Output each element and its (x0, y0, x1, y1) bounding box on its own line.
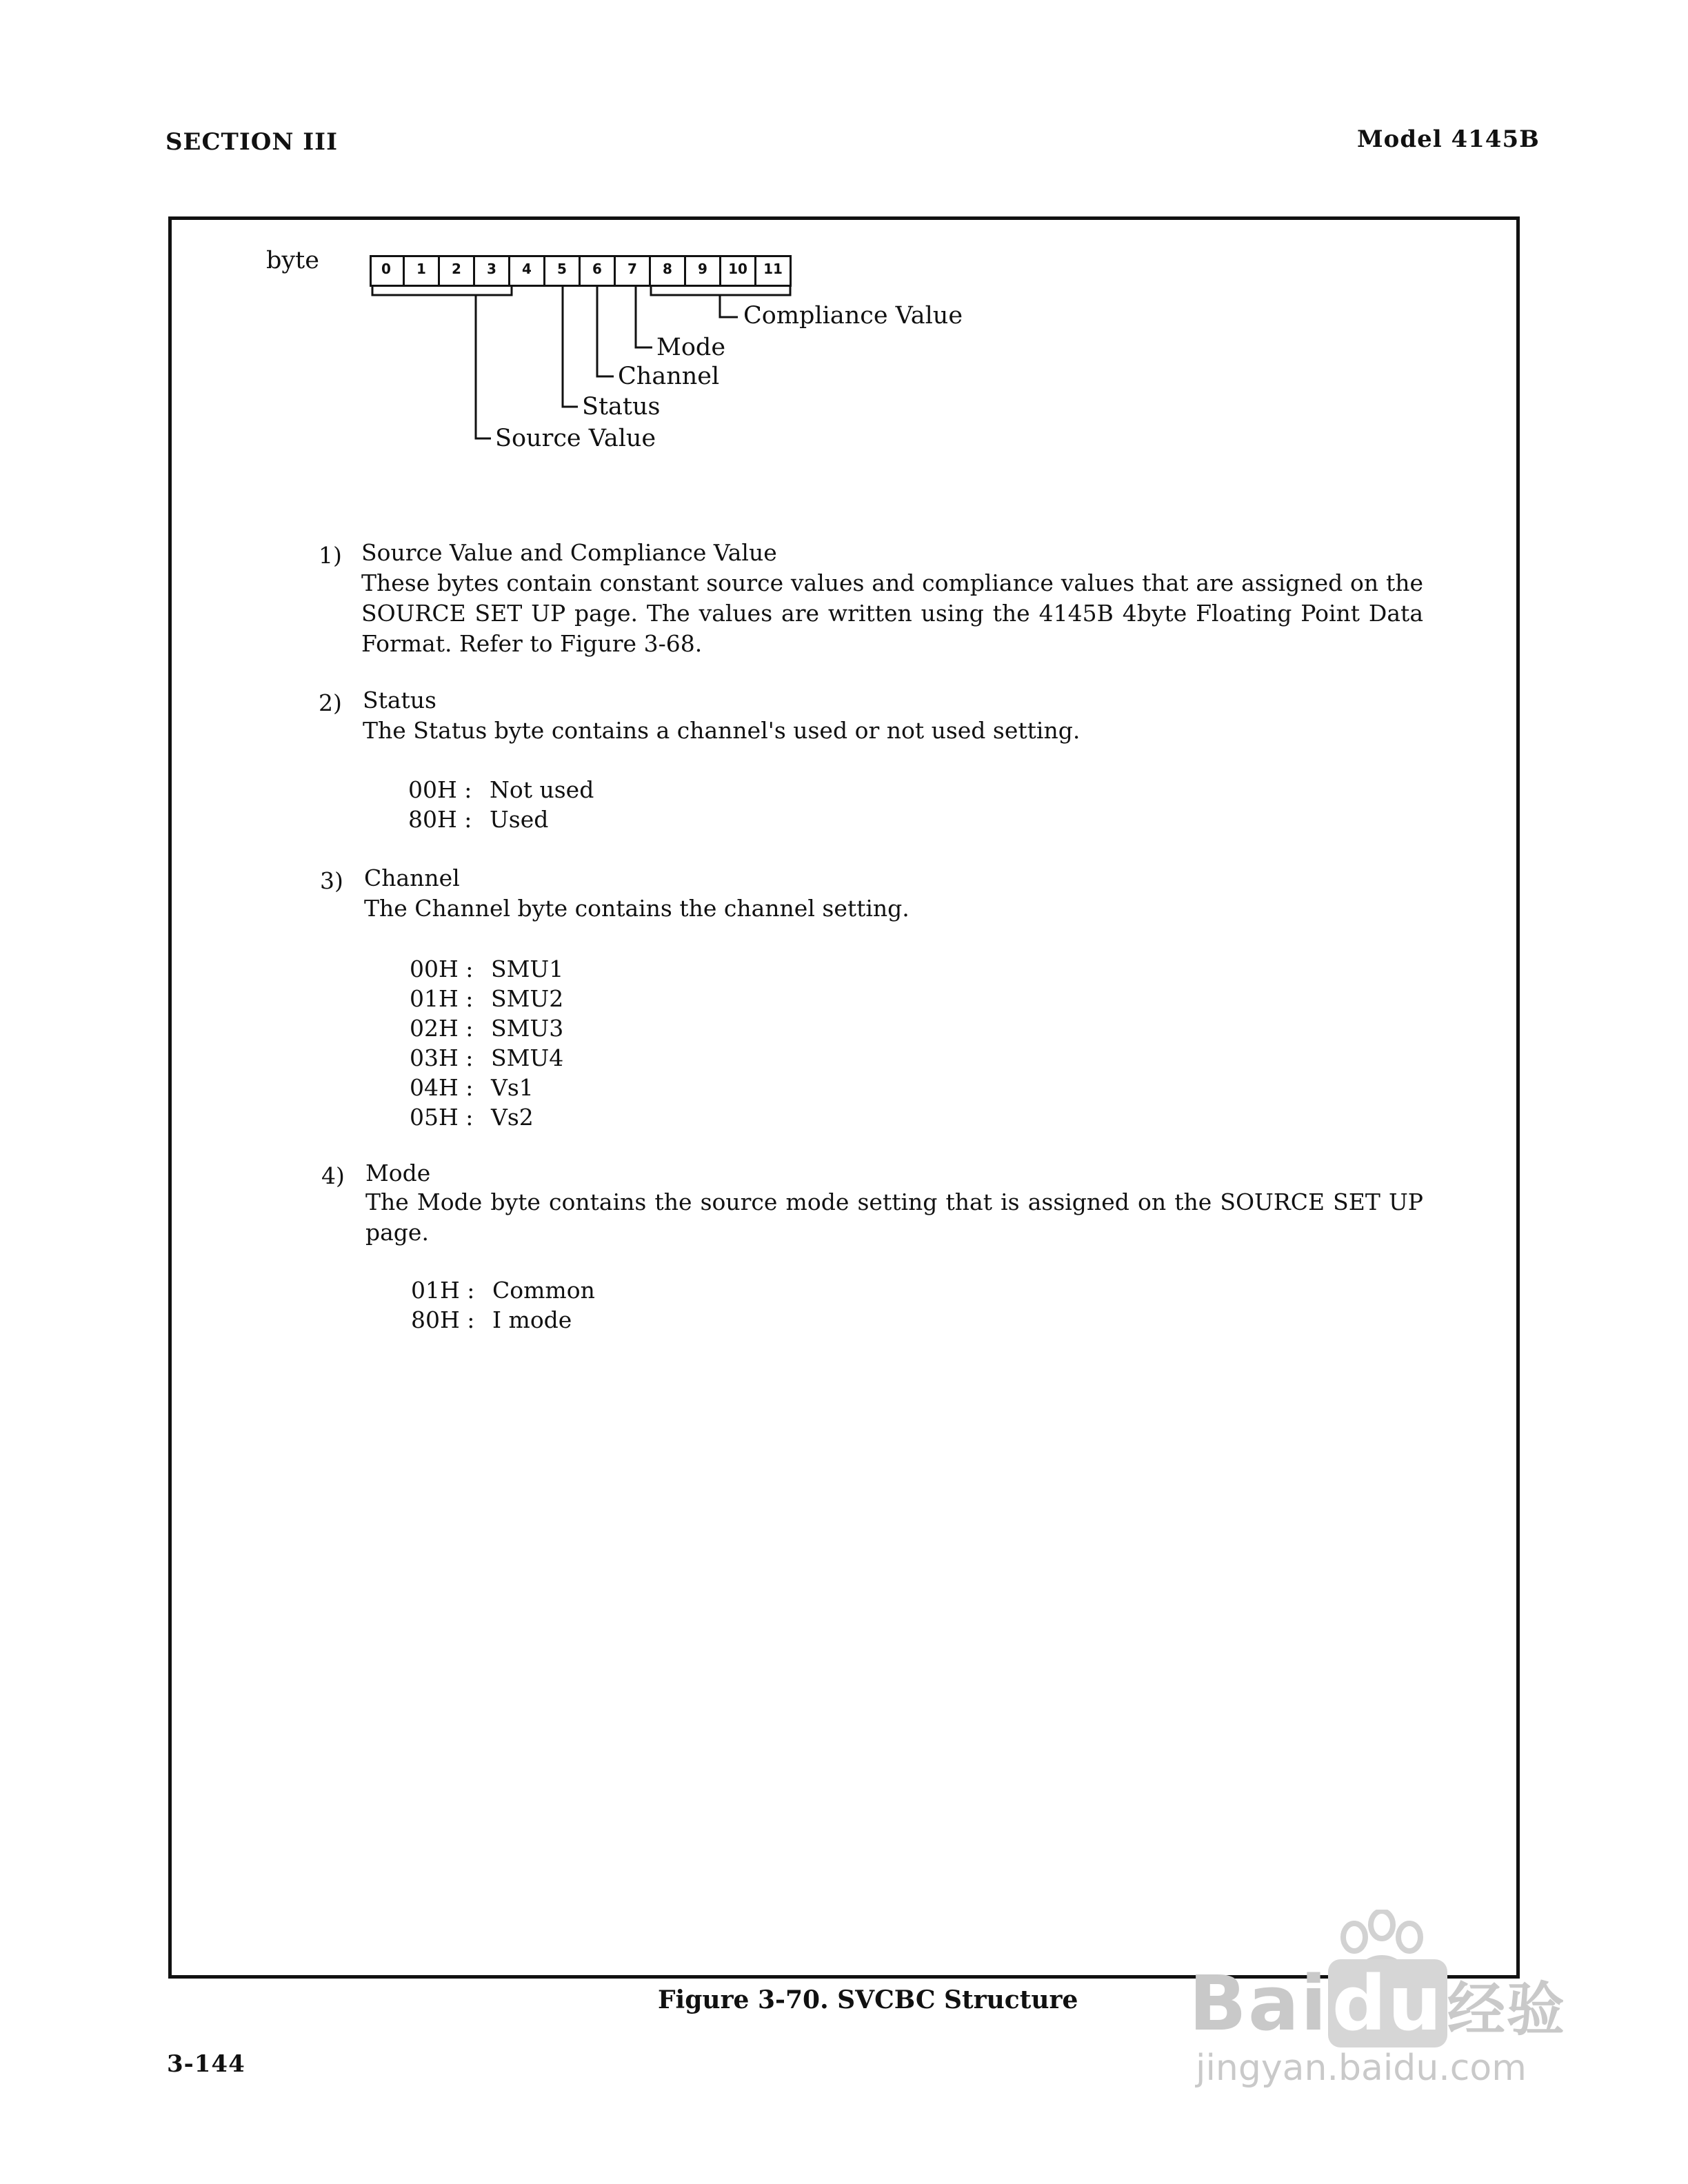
item-title-channel: Channel (364, 865, 460, 891)
byte-cell-3: 3 (475, 255, 510, 287)
code-row: 02H : SMU3 (410, 1015, 564, 1042)
figure-caption: Figure 3-70. SVCBC Structure (658, 1985, 1078, 2014)
compliance-value-label: Compliance Value (743, 302, 963, 330)
item-number-3: 3) (320, 867, 343, 894)
code-row: 05H : Vs2 (410, 1104, 534, 1131)
item-body-channel: The Channel byte contains the channel setting. (364, 895, 910, 922)
mode-leader (636, 287, 652, 347)
mode-label: Mode (656, 334, 726, 361)
compliance-bracket (651, 287, 790, 295)
code-row: 03H : SMU4 (410, 1044, 564, 1071)
item-body-mode: The Mode byte contains the source mode setting that is assigned on the SOURCE SET UP page. (365, 1189, 1423, 1246)
byte-cell-7: 7 (616, 255, 651, 287)
section-header: SECTION III (165, 128, 338, 156)
code-row: 00H : SMU1 (410, 956, 564, 982)
field-leader-lines (0, 0, 1688, 483)
byte-cell-4: 4 (510, 255, 545, 287)
status-code-list (408, 775, 594, 834)
channel-label: Channel (618, 363, 720, 390)
item-number-2: 2) (319, 689, 342, 716)
channel-leader (597, 287, 614, 376)
byte-cell-8: 8 (651, 255, 686, 287)
mode-code-list (411, 1275, 595, 1335)
source-leader (476, 295, 491, 438)
byte-cell-1: 1 (405, 255, 440, 287)
code-row: 80H : Used (408, 806, 549, 833)
item-title-status: Status (363, 687, 436, 714)
page-number: 3-144 (167, 2050, 245, 2078)
item-body-status: The Status byte contains a channel's used or not used setting. (363, 717, 1081, 744)
code-row: 00H : Not used (408, 776, 594, 803)
byte-cell-6: 6 (581, 255, 616, 287)
byte-cell-0: 0 (370, 255, 405, 287)
channel-code-list (410, 954, 563, 1132)
item-title-mode: Mode (365, 1160, 431, 1186)
byte-cell-5: 5 (545, 255, 581, 287)
item-title-source-compliance: Source Value and Compliance Value (361, 539, 777, 566)
item-number-1: 1) (319, 542, 342, 569)
byte-label: byte (266, 247, 319, 274)
source-bracket (372, 287, 512, 295)
byte-cell-11: 11 (756, 255, 792, 287)
item-body-source-compliance: These bytes contain constant source values and compliance values that are assigned on the SOURCE SET UP page. The values are written using the 4145B 4byte Floating Point Data Format. Refer to Figure 3-68. (361, 569, 1423, 657)
baidu-watermark: Baidu经验 jingyan.baidu.com (1189, 1910, 1575, 2089)
source-value-label: Source Value (495, 425, 656, 452)
compliance-leader (720, 295, 738, 317)
code-row: 04H : Vs1 (410, 1074, 534, 1101)
code-row: 01H : SMU2 (410, 985, 564, 1012)
watermark-url: jingyan.baidu.com (1196, 2048, 1527, 2089)
status-leader (563, 287, 578, 407)
model-header: Model 4145B (1357, 125, 1540, 153)
byte-cell-10: 10 (721, 255, 756, 287)
status-label: Status (582, 393, 661, 421)
byte-cell-9: 9 (686, 255, 721, 287)
byte-cell-2: 2 (440, 255, 475, 287)
code-row: 80H : I mode (411, 1306, 572, 1333)
item-number-4: 4) (321, 1162, 345, 1189)
code-row: 01H : Common (411, 1277, 595, 1304)
